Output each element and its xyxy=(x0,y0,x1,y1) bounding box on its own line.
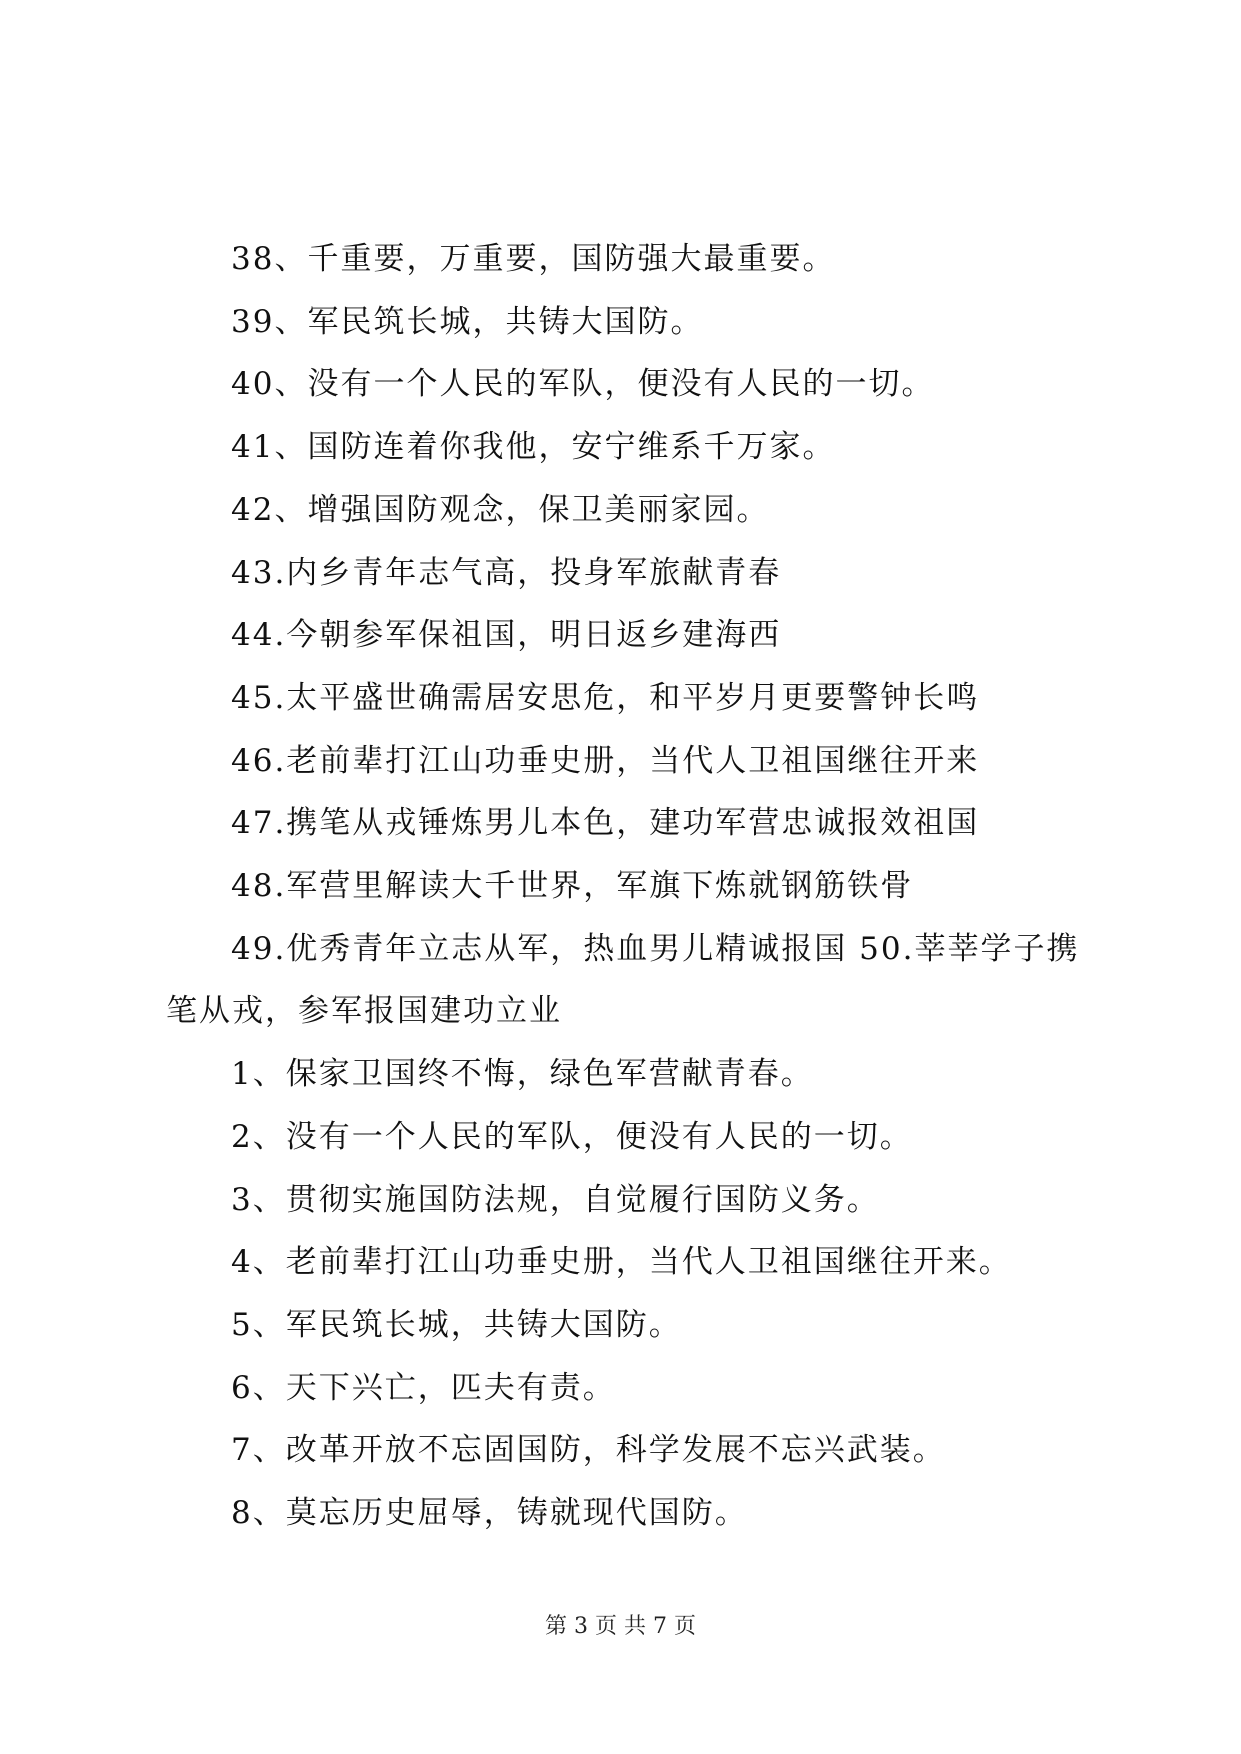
paragraph-41: 41、国防连着你我他，安宁维系千万家。 xyxy=(231,429,836,466)
paragraph-7: 7、改革开放不忘固国防，科学发展不忘兴武装。 xyxy=(231,1432,946,1469)
paragraph-44: 44.今朝参军保祖国，明日返乡建海西 xyxy=(231,617,782,654)
document-body xyxy=(166,228,1086,1545)
paragraph-45: 45.太平盛世确需居安思危，和平岁月更要警钟长鸣 xyxy=(231,679,980,716)
paragraph-5: 5、军民筑长城，共铸大国防。 xyxy=(231,1306,682,1343)
paragraph-46: 46.老前辈打江山功垂史册，当代人卫祖国继往开来 xyxy=(231,742,980,779)
page-footer: 第 3 页 共 7 页 xyxy=(545,1614,696,1639)
paragraph-43: 43.内乡青年志气高，投身军旅献青春 xyxy=(231,554,782,591)
paragraph-47: 47.携笔从戎锤炼男儿本色，建功军营忠诚报效祖国 xyxy=(231,805,980,842)
paragraph-48: 48.军营里解读大千世界，军旗下炼就钢筋铁骨 xyxy=(231,868,914,905)
paragraph-8: 8、莫忘历史屈辱，铸就现代国防。 xyxy=(231,1495,748,1532)
paragraph-49-50: 49.优秀青年立志从军，热血男儿精诚报国 50.莘莘学子携笔从戎，参军报国建功立业 xyxy=(166,930,1080,1030)
paragraph-3: 3、贯彻实施国防法规，自觉履行国防义务。 xyxy=(231,1181,880,1218)
paragraph-2: 2、没有一个人民的军队，便没有人民的一切。 xyxy=(231,1118,913,1155)
paragraph-1: 1、保家卫国终不悔，绿色军营献青春。 xyxy=(231,1056,814,1093)
paragraph-40: 40、没有一个人民的军队，便没有人民的一切。 xyxy=(231,366,935,403)
paragraph-38: 38、千重要，万重要，国防强大最重要。 xyxy=(231,241,836,277)
paragraph-42: 42、增强国防观念，保卫美丽家园。 xyxy=(231,491,770,528)
paragraph-39: 39、军民筑长城，共铸大国防。 xyxy=(231,303,704,340)
paragraph-4: 4、老前辈打江山功垂史册，当代人卫祖国继往开来。 xyxy=(231,1244,1012,1281)
paragraph-6: 6、天下兴亡，匹夫有责。 xyxy=(231,1369,616,1406)
